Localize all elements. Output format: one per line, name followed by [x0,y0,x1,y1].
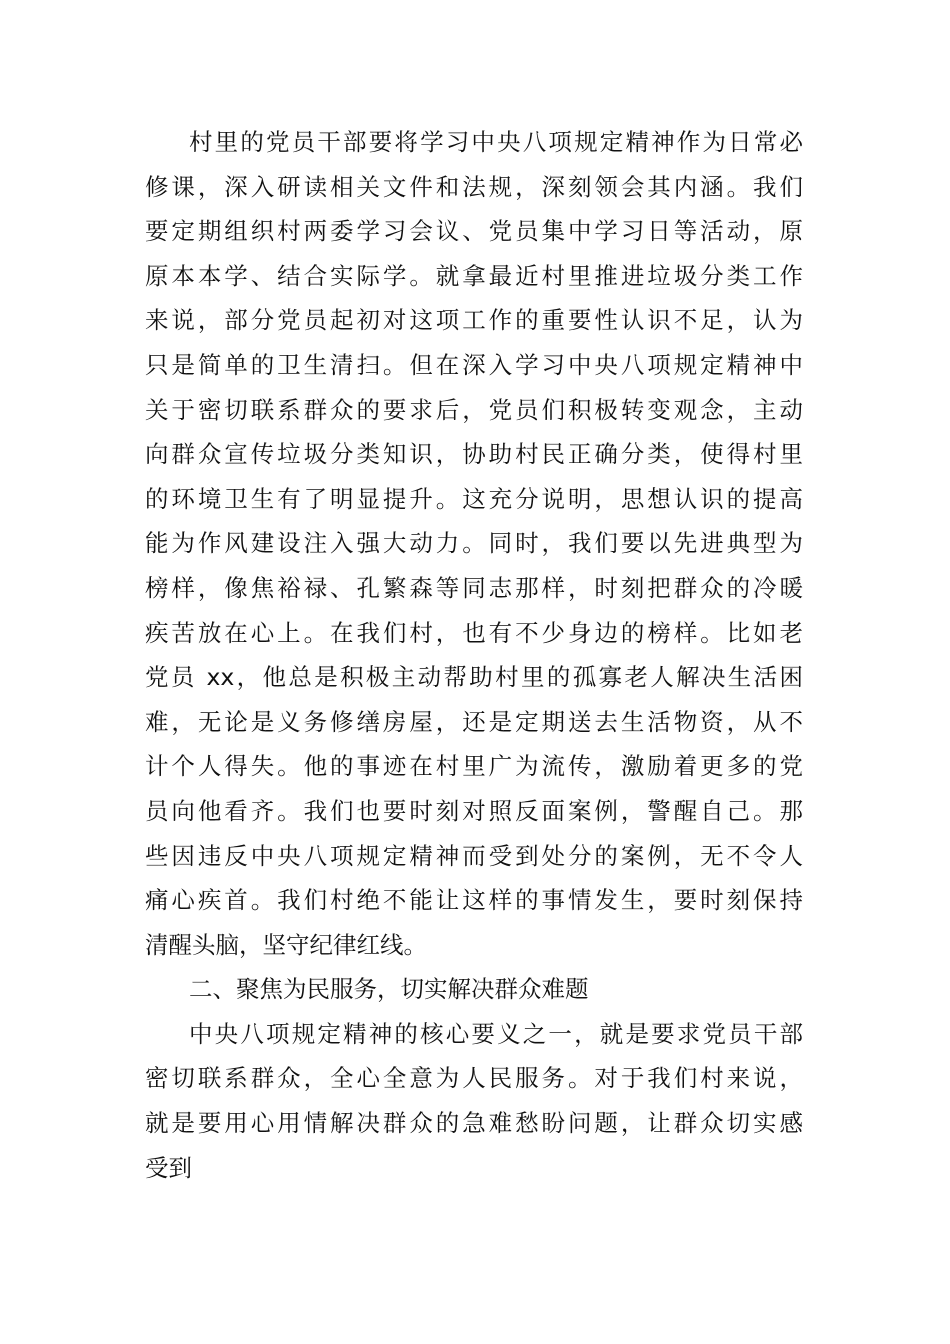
text-line: 就是要用心用情解决群众的急难愁盼问题，让群众切实感 [145,1109,803,1138]
text-line: 痛心疾首。我们村绝不能让这样的事情发生，要时刻保持 [145,886,803,915]
text-line: 难，无论是义务修缮房屋，还是定期送去生活物资，从不 [145,707,803,736]
text-line: 只是简单的卫生清扫。但在深入学习中央八项规定精神中 [145,350,803,379]
text-line: 要定期组织村两委学习会议、党员集中学习日等活动，原 [145,217,803,246]
text-line: 密切联系群众，全心全意为人民服务。对于我们村来说， [145,1064,803,1093]
text-line: 中央八项规定精神的核心要义之一，就是要求党员干部 [189,1019,803,1048]
section-heading-text: 二、聚焦为民服务，切实解决群众难题 [189,975,589,1004]
text-line: 计个人得失。他的事迹在村里广为流传，激励着更多的党 [145,752,803,781]
text-line: 榜样，像焦裕禄、孔繁森等同志那样，时刻把群众的冷暖 [145,573,803,602]
section-heading [145,969,803,1014]
document-body [145,122,803,1192]
text-line: 党员 xx，他总是积极主动帮助村里的孤寡老人解决生活困 [145,663,803,692]
text-line: 能为作风建设注入强大动力。同时，我们要以先进典型为 [145,529,803,558]
text-line: 来说，部分党员起初对这项工作的重要性认识不足，认为 [145,306,803,335]
text-line: 的环境卫生有了明显提升。这充分说明，思想认识的提高 [145,484,803,513]
text-line: 向群众宣传垃圾分类知识，协助村民正确分类，使得村里 [145,440,803,469]
text-line: 清醒头脑，坚守纪律红线。 [145,930,427,959]
paragraph-serve-people [145,1014,803,1192]
paragraph-study-regulations [145,122,803,969]
text-line: 些因违反中央八项规定精神而受到处分的案例，无不令人 [145,841,803,870]
text-line: 员向他看齐。我们也要时刻对照反面案例，警醒自己。那 [145,796,803,825]
text-line: 受到 [145,1153,192,1182]
text-line: 修课，深入研读相关文件和法规，深刻领会其内涵。我们 [145,172,803,201]
text-line: 疾苦放在心上。在我们村，也有不少身边的榜样。比如老 [145,618,803,647]
text-line: 原本本学、结合实际学。就拿最近村里推进垃圾分类工作 [145,261,803,290]
text-line: 关于密切联系群众的要求后，党员们积极转变观念，主动 [145,395,803,424]
text-line: 村里的党员干部要将学习中央八项规定精神作为日常必 [189,128,803,156]
